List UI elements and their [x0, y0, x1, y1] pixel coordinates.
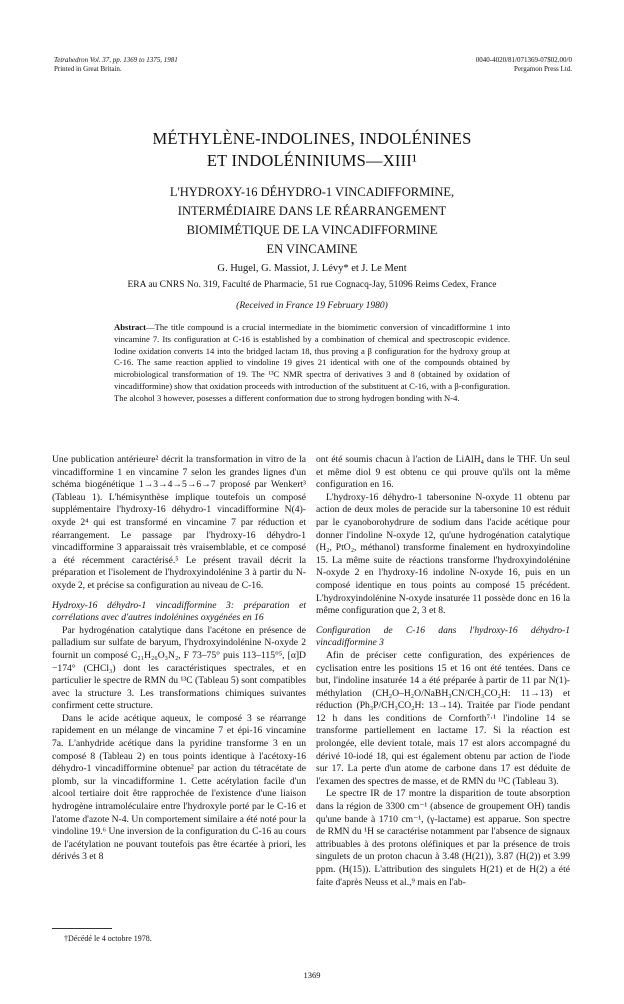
- footnote-divider: [52, 928, 112, 929]
- paragraph: ont été soumis chacun à l'action de LiAlH₄ dans le THF. Un seul et même diol 9 est obtenu ce qui prouve qu'ils ont la même configuration en 16.: [316, 454, 570, 491]
- author-list: G. Hugel, G. Massiot, J. Lévy* et J. Le Ment: [217, 263, 407, 274]
- series-title-line-2: ET INDOLÉNINIUMS—XIII¹: [206, 151, 418, 170]
- article-series-title: [0, 128, 624, 172]
- publisher-name: Pergamon Press Ltd.: [513, 65, 572, 73]
- paragraph: Une publication antérieure² décrit la transformation in vitro de la vincadifformine 1 en vincamine 7 selon les grandes lignes d'un schéma biogénétique 1→3→4→5→6→7 proposé par Wenkert³ (Tableau 1). L'hémisynthèse implique toutefois un composé supplémentaire l'hydroxy-16 déhydro-1 vincadifformine N(4)-oxyde 2⁴ qui est transformé en vincamine 7 par réduction et réarrangement. Le passage par l'hydroxy-16 déhydro-1 vincadifformine 3 apparaissait très vraisemblable, et ce composé a été récemment caractérisé.⁵ Le présent travail décrit la préparation et l'isolement de l'hydroxyindolénine 3 à partir du N-oxyde 2, et précise sa configuration au niveau de C-16.: [52, 454, 306, 591]
- paragraph: L'hydroxy-16 déhydro-1 tabersonine N-oxyde 11 obtenu par action de deux moles de peracide sur la tabersonine 10 est réduit par le cyanoborohydrure de sodium dans l'acide acétique pour donner l'indoline N-oxyde 12, qu'une hydrogénation catalytique (H₂, PtO₂, méthanol) transforme finalement en hydroxyindoline 15. La même suite de réactions transforme l'hydroxyindolénine N-oxyde 2 en l'hydroxy-16 indoline N-oxyde 16, puis en un composé identique en tous points au composé 15 précédent. L'hydroxyindolénine N-oxyde insaturée 11 possède donc en 16 la même configuration que 2, 3 et 8.: [316, 491, 570, 617]
- journal-citation: Tetrahedron Vol. 37, pp. 1369 to 1375, 1981: [54, 56, 178, 64]
- paragraph: Par hydrogénation catalytique dans l'acétone en présence de palladium sur sulfate de baryum, l'hydroxyindolénine N-oxyde 2 fournit un composé C₂₁H₂₆O₃N₂, F 73–75° puis 113–115°⁵, [α]D −174° (CHCl₃) dont les caractéristiques spectrales, et en particulier le spectre de RMN du ¹³C (Tableau 5) sont compatibles avec la structure 3. Les transformations chimiques suivantes confirment cette structure.: [52, 624, 306, 712]
- printed-location: Printed in Great Britain.: [54, 65, 122, 73]
- subtitle-line-2: INTERMÉDIAIRE DANS LE RÉARRANGEMENT: [177, 204, 447, 218]
- section-heading: Hydroxy-16 déhydro-1 vincadifformine 3: préparation et corrélations avec d'autres indolénines oxygénées en 16: [52, 599, 306, 624]
- abstract-text: —The title compound is a crucial intermediate in the biomimetic conversion of vincadifformine 1 into vincamine 7. Its configuration at C-16 is established by a combination of chemical and spectroscopic evidence. Iodine oxidation converts 14 into the bridged lactam 18, thus proving a β configuration for the hydroxy group at C-16. The same reaction applied to vindoline 19 gives 21 identical with one of the compounds obtained by microbiological transformation of 19. The ¹³C NMR spectra of derivatives 3 and 8 (obtained by oxidation of vincadifformine) show that oxidation proceeds with introduction of the substituent at C-16, with a β-configuration. The alcohol 3 however, posesses a different conformation due to strong hydrogen bonding with N-4.: [114, 322, 510, 403]
- author-affiliation: ERA au CNRS No. 319, Faculté de Pharmacie, 51 rue Cognacq-Jay, 51096 Reims Cedex, France: [127, 280, 497, 290]
- subtitle-line-3: BIOMIMÉTIQUE DE LA VINCADIFFORMINE: [186, 223, 438, 237]
- journal-header-right: [476, 56, 572, 74]
- abstract-label: Abstract: [114, 322, 146, 332]
- paragraph: Afin de préciser cette configuration, des expériences de cyclisation entre les positions 15 et 16 ont été tentées. Dans ce but, l'indoline insaturée 14 a été préparée à partir de 11 par N(1)-méthylation (CH₂O–H₂O/NaBH₃CN/CH₃CO₂H: 11→13) et réduction (Ph₃P/CH₃CO₂H: 13→14). Traitée par l'iode pendant 12 h dans les conditions de Cornforth⁷·¹ l'indoline 14 se transforme partiellement en lactame 17. Si la réaction est prolongée, elle devient totale, mais 17 est alors accompagné du dérivé 10-iodé 18, qui est également obtenu par action de l'iode sur 17. La perte d'un atome de carbone dans 17 est déduite de l'examen des spectres de masse, et de RMN du ¹³C (Tableau 3).: [316, 649, 570, 787]
- footnote: †Décédé le 4 octobre 1978.: [64, 934, 152, 943]
- article-code: 0040-4020/81/071369-07$02.00/0: [475, 56, 572, 64]
- journal-header-left: [54, 56, 178, 74]
- page-number: 1369: [303, 970, 321, 980]
- subtitle-line-4: EN VINCAMINE: [266, 242, 358, 256]
- paragraph: Le spectre IR de 17 montre la disparition de toute absorption dans la région de 3300 cm⁻¹ (absence de groupement OH) tandis qu'une bande à 1710 cm⁻¹, (γ-lactame) est apparue. Son spectre de RMN du ¹H se caractérise notamment par l'absence de signaux attribuables à des protons oléfiniques et par la présence de trois singulets de un proton chacun à 3.48 (H(21)), 3.87 (H(2)) et 3.99 ppm. (H(15)). L'attribution des singulets H(21) et de H(2) a été faite d'après Neuss et al.,⁹ mais en l'ab-: [316, 788, 570, 888]
- article-subtitle: [0, 183, 624, 259]
- paragraph: Dans le acide acétique aqueux, le composé 3 se réarrange rapidement en un mélange de vincamine 7 et épi-16 vincamine 7a. L'anhydride acétique dans la pyridine transforme 3 en un composé 8 (Tableau 2) en tous points identique à l'acétoxy-16 déhydro-1 vincadifformine obtenue² par action du tétracétate de plomb, sur la vincadifformine 1. Cette acétylation facile d'un alcool tertiaire doit être rapprochée de l'existence d'une liaison hydrogène intramoléculaire entre l'hydroxyle porté par le C-16 et l'atome d'azote N-4. Un comportement similaire a été noté pour la vindoline 19.⁶ Une inversion de la configuration du C-16 au cours de l'acétylation ne pouvant toutefois pas être écartée à priori, les dérivés 3 et 8: [52, 712, 306, 863]
- abstract: [114, 322, 510, 405]
- series-title-line-1: MÉTHYLÈNE-INDOLINES, INDOLÉNINES: [152, 129, 472, 148]
- received-date: (Received in France 19 February 1980): [236, 301, 388, 311]
- section-heading: Configuration de C-16 dans l'hydroxy-16 déhydro-1 vincadifformine 3: [316, 624, 570, 649]
- body-column-left: [52, 454, 306, 864]
- subtitle-line-1: L'HYDROXY-16 DÉHYDRO-1 VINCADIFFORMINE,: [169, 185, 455, 199]
- body-column-right: [316, 454, 570, 889]
